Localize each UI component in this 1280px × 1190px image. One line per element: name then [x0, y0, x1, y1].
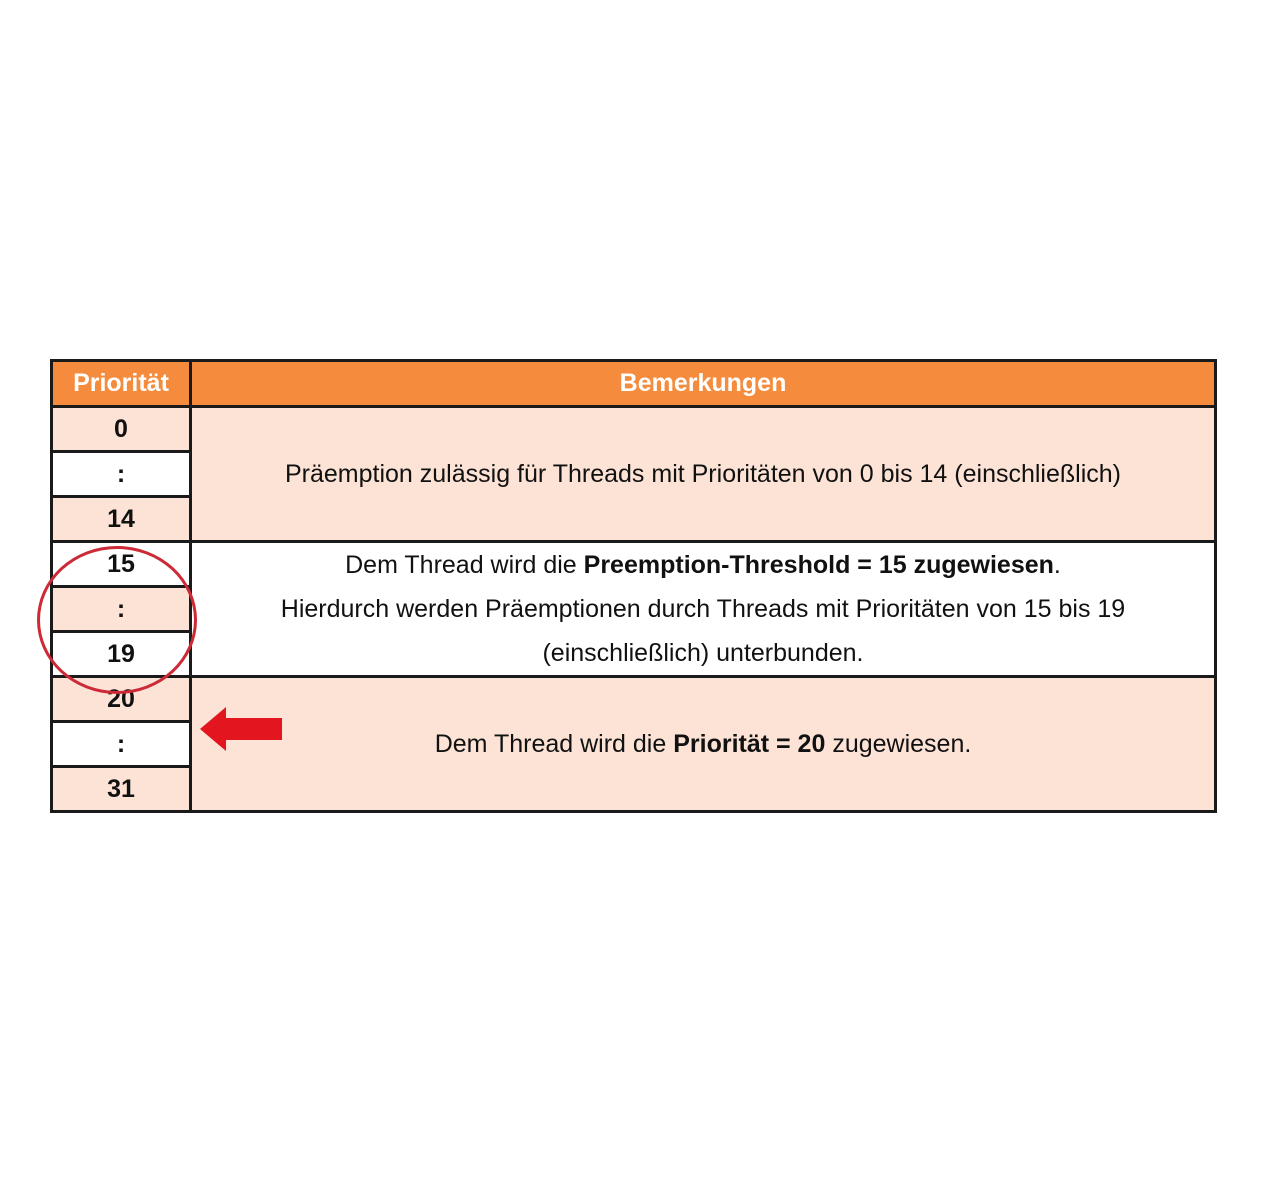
remark-cell	[191, 542, 1216, 677]
priority-cell: 14	[52, 497, 191, 542]
priority-cell: 31	[52, 767, 191, 812]
remark-text: Dem Thread wird die	[345, 551, 584, 579]
priority-cell: 0	[52, 407, 191, 452]
remark-text: (einschließlich) unterbunden.	[542, 639, 864, 667]
priority-cell: :	[52, 722, 191, 767]
remark-line	[212, 587, 1194, 631]
left-arrow-icon	[200, 707, 284, 751]
remark-line	[212, 631, 1194, 675]
remark-cell	[191, 407, 1216, 542]
remark-bold-text: Preemption-Threshold = 15 zugewiesen	[583, 551, 1054, 579]
remark-bold-text: Priorität = 20	[673, 730, 826, 758]
priority-cell: 15	[52, 542, 191, 587]
header-row	[52, 361, 1216, 407]
priority-cell: 20	[52, 677, 191, 722]
table-row	[52, 407, 1216, 452]
remark-line	[212, 722, 1194, 766]
remark-text: Präemption zulässig für Threads mit Prioritäten von 0 bis 14 (einschließlich)	[284, 460, 1121, 488]
remark-cell	[191, 677, 1216, 812]
remark-text: Dem Thread wird die	[434, 730, 674, 758]
remark-line	[212, 452, 1194, 496]
remark-text: .	[1053, 551, 1061, 579]
table-row	[52, 542, 1216, 587]
remark-line	[212, 543, 1194, 587]
priority-cell: 19	[52, 632, 191, 677]
remark-text: zugewiesen.	[825, 730, 972, 758]
priority-cell: :	[52, 587, 191, 632]
priority-table-wrapper	[50, 359, 1214, 842]
header-priority: Priorität	[52, 361, 191, 407]
header-remarks: Bemerkungen	[191, 361, 1216, 407]
priority-cell: :	[52, 452, 191, 497]
remark-text: Hierdurch werden Präemptionen durch Threads mit Prioritäten von 15 bis 19	[280, 595, 1126, 623]
